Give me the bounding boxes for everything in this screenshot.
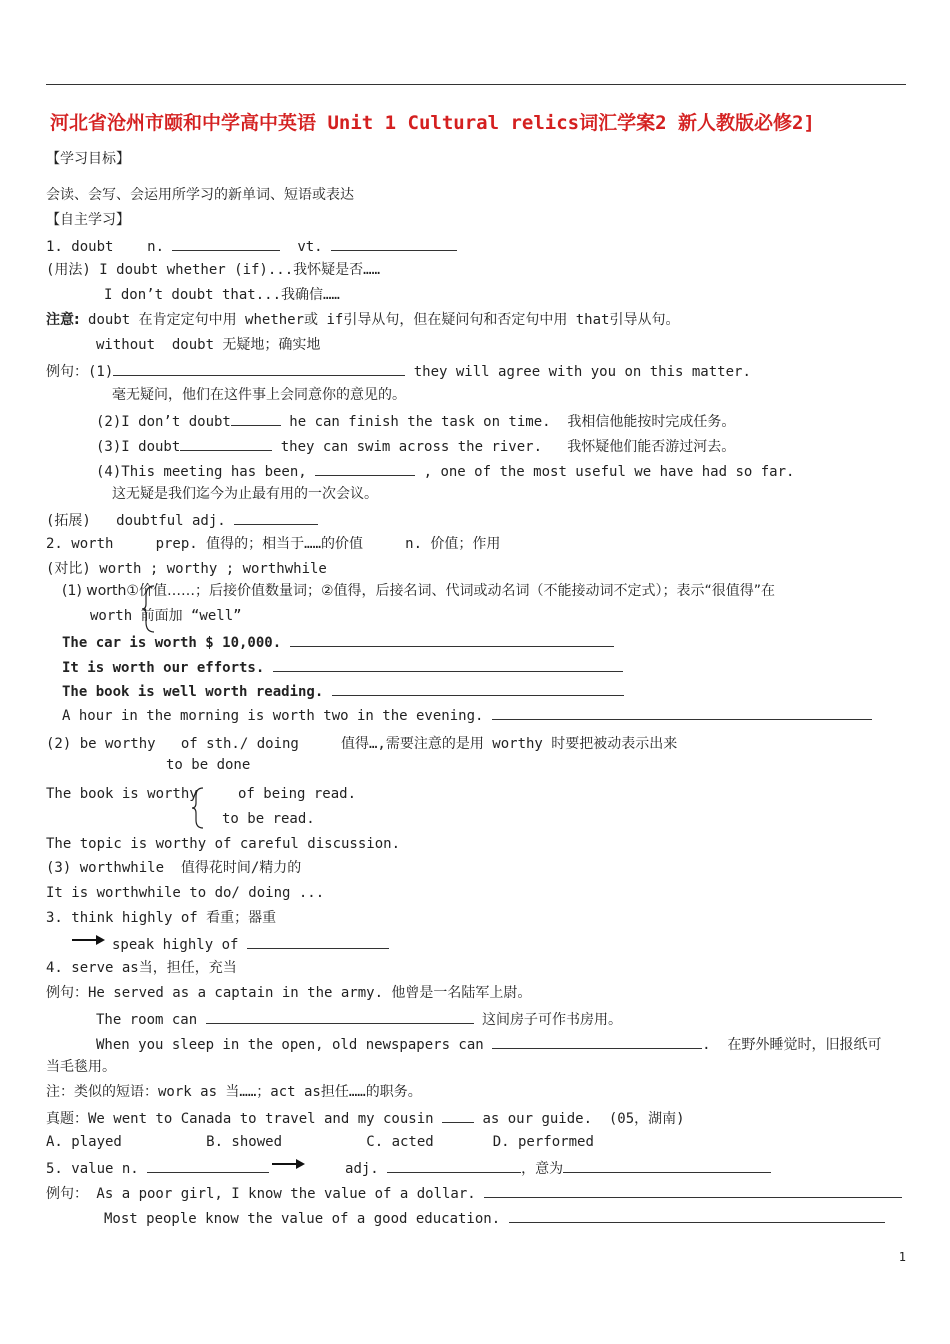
text: , one of the most useful we have had so far. xyxy=(415,464,795,480)
sentence-4 xyxy=(62,705,872,725)
text: 5. value n. xyxy=(46,1161,139,1177)
text: Most people know the value of a good education. xyxy=(104,1211,501,1227)
example-3 xyxy=(96,436,735,456)
blank xyxy=(387,1158,521,1173)
example-4-cn: 这无疑是我们迄今为止最有用的一次会议。 xyxy=(112,486,378,502)
book-example-3: to be read. xyxy=(222,811,315,827)
text: 例句： As a poor girl, I know the value of a dollar. xyxy=(46,1186,476,1202)
blank xyxy=(273,657,623,672)
text: 1. doubt n. xyxy=(46,239,165,255)
text: adj. xyxy=(345,1161,379,1177)
item-2-worth: 2. worth prep. 值得的；相当于……的价值 n. 价值；作用 xyxy=(46,536,501,552)
worth-usage-1b: worth 前面加 “well” xyxy=(90,608,242,624)
note-text: doubt 在肯定定句中用 whether或 if引导从句，但在疑问句和否定句中用 that引导从句。 xyxy=(79,312,680,328)
text: he can finish the task on time. 我相信他能按时完成任务。 xyxy=(280,414,736,430)
goal-text: 会读、会写、会运用所学习的新单词、短语或表达 xyxy=(46,187,354,203)
text: 真题：We went to Canada to travel and my cousin xyxy=(46,1111,434,1127)
blank xyxy=(180,436,272,451)
text: 这间房子可作书房用。 xyxy=(473,1012,623,1028)
serve-example-3 xyxy=(96,1034,881,1054)
item-1-doubt xyxy=(46,236,457,256)
blank xyxy=(290,632,614,647)
sentence-1 xyxy=(62,632,614,652)
real-exam-question xyxy=(46,1108,685,1128)
serve-example-1: 例句：He served as a captain in the army. 他曾是一名陆军上尉。 xyxy=(46,985,532,1001)
text: vt. xyxy=(297,239,323,255)
extension xyxy=(46,510,318,530)
section-self-study: 【自主学习】 xyxy=(46,212,130,228)
blank xyxy=(247,934,389,949)
note-label: 注意: xyxy=(46,312,80,328)
serve-note: 注：类似的短语：work as 当……；act as担任……的职务。 xyxy=(46,1084,422,1100)
text: The car is worth $ 10,000. xyxy=(62,635,282,651)
topic-example: The topic is worthy of careful discussion. xyxy=(46,836,401,852)
text: (2)I don’t doubt xyxy=(96,414,231,430)
arrow-icon xyxy=(272,1158,306,1170)
text: When you sleep in the open, old newspapers can xyxy=(96,1037,484,1053)
text: they will agree with you on this matter. xyxy=(405,364,751,380)
blank xyxy=(492,1034,702,1049)
usage-2: I don’t doubt that...我确信…… xyxy=(104,287,340,303)
book-example-1: The book is worthy xyxy=(46,786,198,802)
blank xyxy=(332,681,624,696)
book-example-2: of being read. xyxy=(238,786,357,802)
blank xyxy=(331,236,457,251)
top-rule xyxy=(46,84,906,85)
page-title: 河北省沧州市颐和中学高中英语 Unit 1 Cultural relics词汇学案2 新人教版必修2] xyxy=(50,112,815,134)
page-number: 1 xyxy=(898,1250,906,1264)
value-example-2 xyxy=(104,1208,885,1228)
text: . 在野外睡觉时，旧报纸可 xyxy=(702,1037,882,1053)
blank xyxy=(206,1009,474,1024)
note-line xyxy=(46,311,679,329)
note-2: without doubt 无疑地；确实地 xyxy=(96,337,321,353)
text: The book is well worth reading. xyxy=(62,684,324,700)
worthy-usage-b: to be done xyxy=(166,757,251,773)
text: (拓展) doubtful adj. xyxy=(46,513,226,529)
text: speak highly of xyxy=(112,937,239,953)
arrow-icon xyxy=(72,934,106,946)
text: they can swim across the river. 我怀疑他们能否游过河去。 xyxy=(272,439,736,455)
worth-usage-1: (1) worth①价值……；后接价值数量词；②值得，后接名词、代词或动名词（不能接动词不定式）；表示“很值得”在 xyxy=(62,583,776,599)
example-1 xyxy=(46,361,751,381)
section-goal: 【学习目标】 xyxy=(46,151,130,167)
sentence-2 xyxy=(62,657,623,677)
answer-options: A. played B. showed C. acted D. performed xyxy=(46,1134,594,1150)
text: (4)This meeting has been, xyxy=(96,464,307,480)
blank xyxy=(147,1158,269,1173)
serve-example-2 xyxy=(96,1009,622,1029)
item-5-value xyxy=(46,1158,771,1178)
blank xyxy=(492,705,872,720)
text: 例句：(1) xyxy=(46,364,114,380)
text: A hour in the morning is worth two in the evening. xyxy=(62,708,484,724)
blank xyxy=(234,510,318,525)
value-example-1 xyxy=(46,1183,902,1203)
blank xyxy=(315,461,415,476)
example-2 xyxy=(96,411,735,431)
worthwhile-usage: (3) worthwhile 值得花时间/精力的 xyxy=(46,860,302,876)
example-4 xyxy=(96,461,794,481)
item-4-serve-as: 4. serve as当，担任，充当 xyxy=(46,960,237,976)
text: (3)I doubt xyxy=(96,439,181,455)
usage-1: (用法) I doubt whether (if)...我怀疑是否…… xyxy=(46,262,381,278)
worthwhile-example: It is worthwhile to do/ doing ... xyxy=(46,885,325,901)
blank xyxy=(484,1183,902,1198)
text: ，意为 xyxy=(521,1161,564,1177)
serve-example-3-cont: 当毛毯用。 xyxy=(46,1059,116,1075)
speak-highly xyxy=(112,934,389,954)
blank xyxy=(172,236,280,251)
text: It is worth our efforts. xyxy=(62,660,265,676)
blank xyxy=(113,361,405,376)
example-1-cn: 毫无疑问，他们在这件事上会同意你的意见的。 xyxy=(112,387,406,403)
blank xyxy=(509,1208,885,1223)
text: The room can xyxy=(96,1012,198,1028)
blank xyxy=(442,1108,474,1123)
worthy-usage: (2) be worthy of sth./ doing 值得…,需要注意的是用 worthy 时要把被动表示出来 xyxy=(46,736,678,752)
item-3-think-highly: 3. think highly of 看重；器重 xyxy=(46,910,277,926)
text: as our guide. (05，湖南) xyxy=(474,1111,685,1127)
compare-line: (对比) worth ; worthy ; worthwhile xyxy=(46,561,327,577)
blank xyxy=(563,1158,771,1173)
blank xyxy=(231,411,281,426)
brace-icon xyxy=(190,786,206,830)
sentence-3 xyxy=(62,681,624,701)
brace-icon xyxy=(140,584,158,634)
